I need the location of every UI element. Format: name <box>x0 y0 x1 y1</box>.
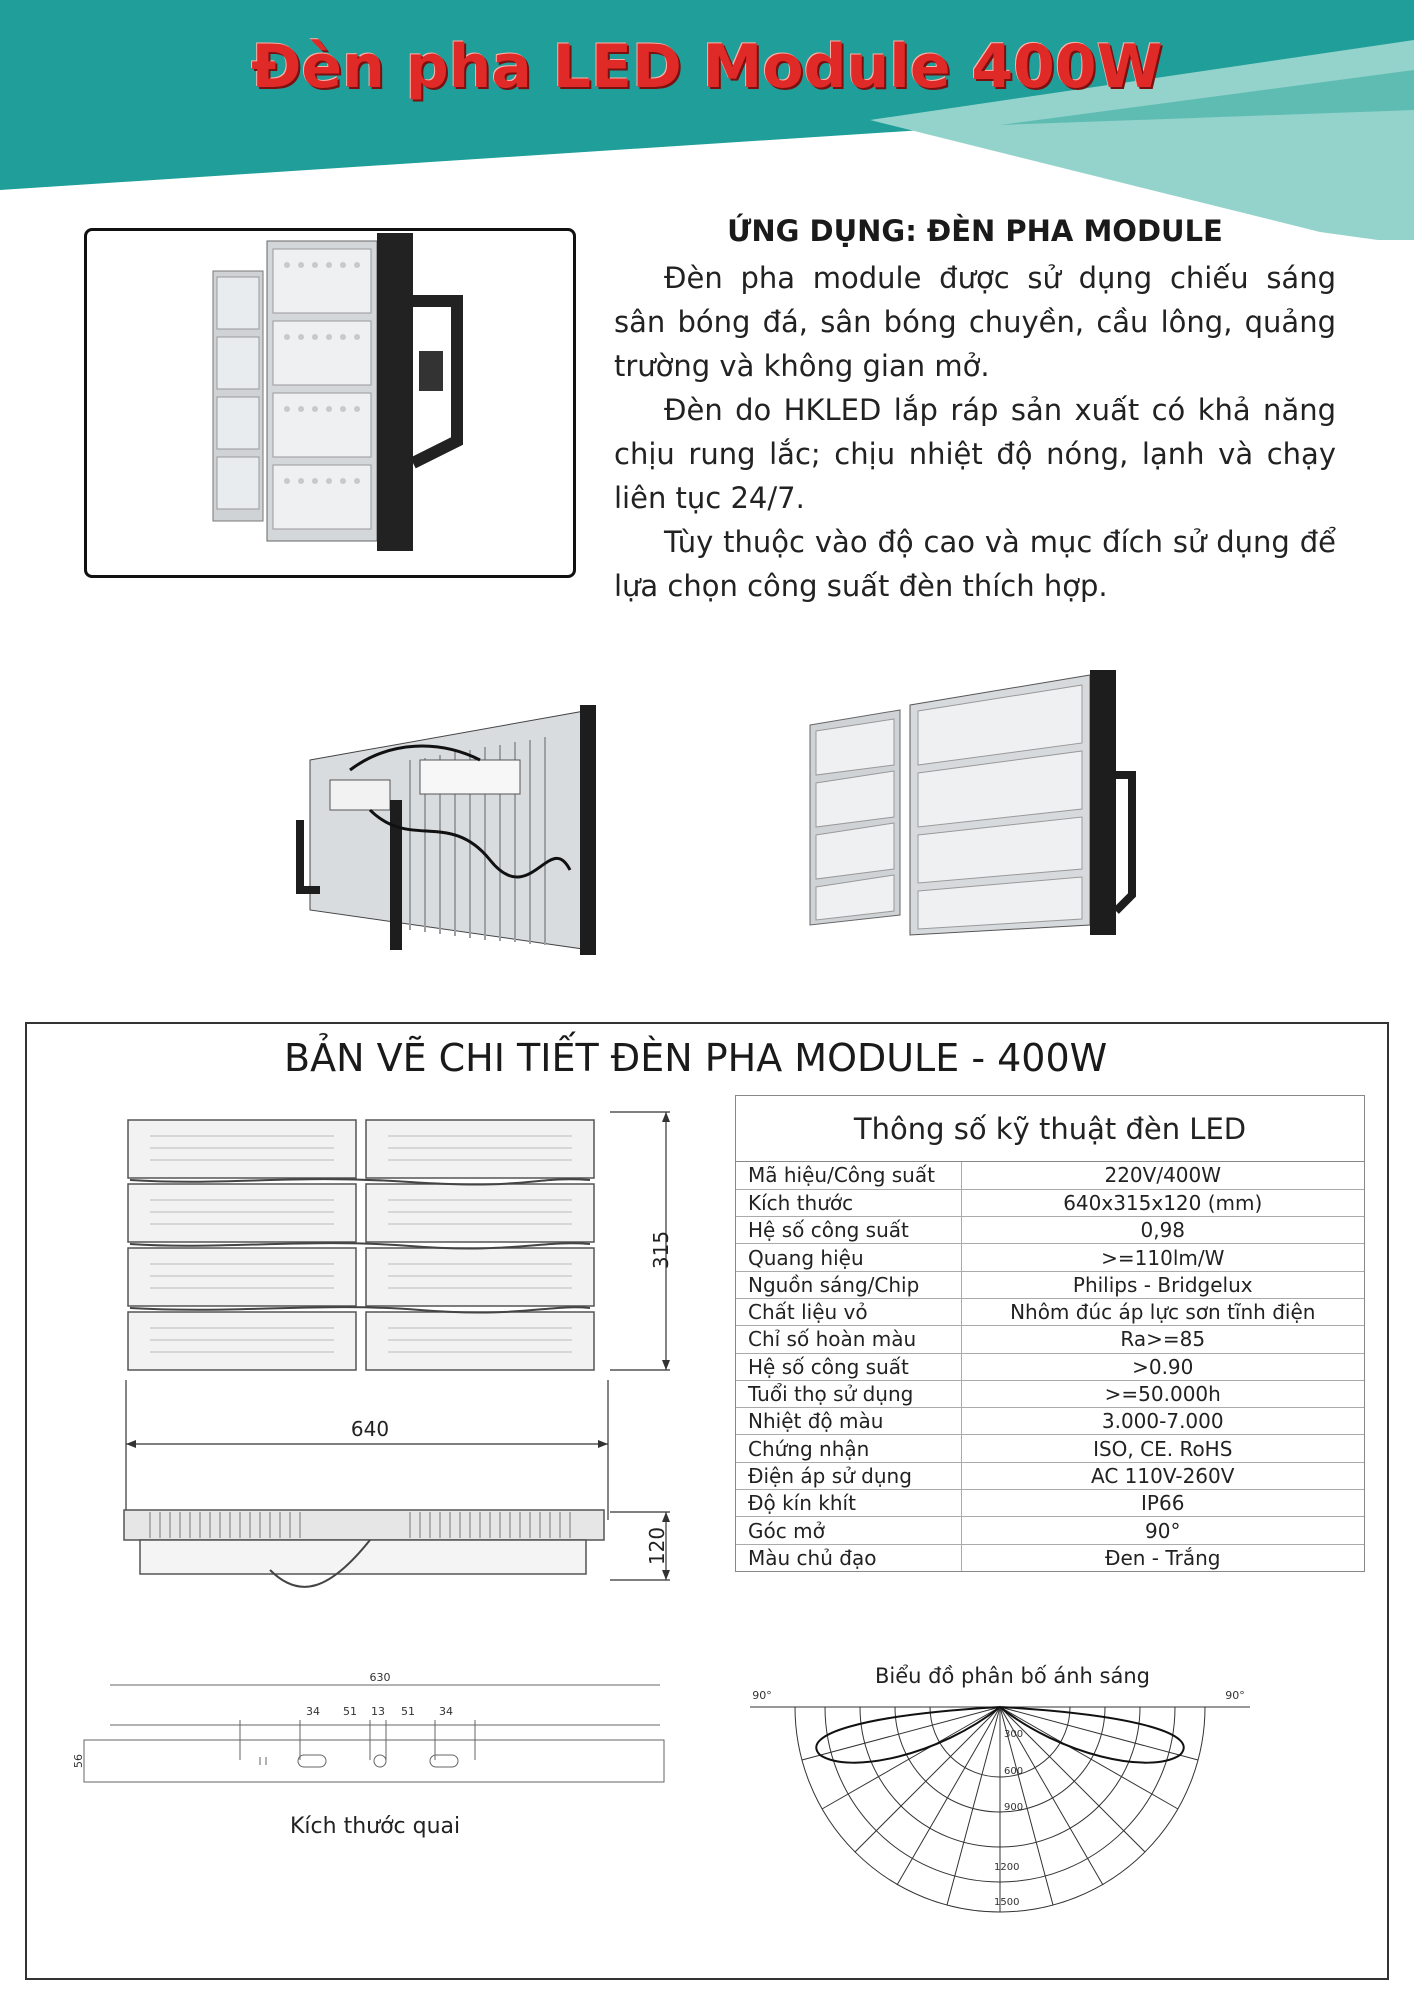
polar-ring-900: 900 <box>1004 1802 1024 1813</box>
dim-depth-label: 120 <box>645 1526 669 1566</box>
spec-row <box>736 1217 1364 1244</box>
header-banner <box>0 0 1414 220</box>
spec-value: 640x315x120 (mm) <box>961 1189 1364 1216</box>
spec-row <box>736 1435 1364 1462</box>
spec-key: Màu chủ đạo <box>736 1544 961 1571</box>
floodlight-front-photo <box>800 665 1140 955</box>
application-paragraph-1: Đèn pha module được sử dụng chiếu sáng sân bóng đá, sân bóng chuyền, cầu lông, quảng trường và không gian mở. <box>614 261 1336 383</box>
spec-value: 90° <box>961 1517 1364 1544</box>
bracket-dim-a: 34 <box>306 1705 320 1718</box>
spec-value: 0,98 <box>961 1217 1364 1244</box>
spec-row <box>736 1490 1364 1517</box>
application-heading: ỨNG DỤNG: ĐÈN PHA MODULE <box>727 214 1223 248</box>
polar-ring-300: 300 <box>1004 1729 1024 1740</box>
polar-ring-1500: 1500 <box>994 1897 1020 1908</box>
dim-height-label: 315 <box>649 1230 673 1270</box>
bracket-drawing <box>70 1665 670 1815</box>
spec-value: 3.000-7.000 <box>961 1408 1364 1435</box>
spec-key: Hệ số công suất <box>736 1217 961 1244</box>
spec-key: Mã hiệu/Công suất <box>736 1162 961 1189</box>
product-photo-frame <box>84 228 576 578</box>
floodlight-front-illustration <box>87 231 573 575</box>
spec-value: ISO, CE. RoHS <box>961 1435 1364 1462</box>
spec-key: Chất liệu vỏ <box>736 1298 961 1325</box>
bracket-dim-e: 34 <box>439 1705 453 1718</box>
spec-row <box>736 1380 1364 1407</box>
spec-row <box>736 1353 1364 1380</box>
bracket-dim-c: 13 <box>371 1705 385 1718</box>
drawing-title: BẢN VẼ CHI TIẾT ĐÈN PHA MODULE - 400W <box>284 1036 1108 1080</box>
polar-ring-600: 600 <box>1004 1766 1024 1777</box>
spec-row <box>736 1544 1364 1571</box>
spec-key: Quang hiệu <box>736 1244 961 1271</box>
spec-key: Nguồn sáng/Chip <box>736 1271 961 1298</box>
polar-ring-1200: 1200 <box>994 1862 1020 1873</box>
spec-key: Hệ số công suất <box>736 1353 961 1380</box>
polar-angle-right: 90° <box>1225 1689 1245 1702</box>
spec-row <box>736 1462 1364 1489</box>
application-paragraph-3: Tùy thuộc vào độ cao và mục đích sử dụng để lựa chọn công suất đèn thích hợp. <box>614 525 1336 603</box>
spec-key: Điện áp sử dụng <box>736 1462 961 1489</box>
spec-key: Độ kín khít <box>736 1490 961 1517</box>
spec-row <box>736 1298 1364 1325</box>
application-paragraph-2: Đèn do HKLED lắp ráp sản xuất có khả năng chịu rung lắc; chịu nhiệt độ nóng, lạnh và chạy liên tục 24/7. <box>614 393 1336 515</box>
spec-row <box>736 1244 1364 1271</box>
spec-row <box>736 1408 1364 1435</box>
dimension-drawing <box>110 1100 690 1620</box>
spec-key: Chỉ số hoàn màu <box>736 1326 961 1353</box>
spec-key: Nhiệt độ màu <box>736 1408 961 1435</box>
spec-row <box>736 1517 1364 1544</box>
spec-key: Kích thước <box>736 1189 961 1216</box>
spec-row <box>736 1162 1364 1189</box>
spec-value: Đen - Trắng <box>1104 1546 1221 1571</box>
spec-key: Tuổi thọ sử dụng <box>736 1380 961 1407</box>
spec-value: 220V/400W <box>961 1162 1364 1189</box>
page-title: Đèn pha LED Module 400W <box>251 32 1163 102</box>
floodlight-back-photo <box>290 700 620 970</box>
spec-key: Góc mở <box>736 1517 961 1544</box>
spec-table-title: Thông số kỹ thuật đèn LED <box>736 1096 1364 1162</box>
spec-value: >=110lm/W <box>961 1244 1364 1271</box>
spec-value: IP66 <box>961 1490 1364 1517</box>
spec-value: AC 110V-260V <box>961 1462 1364 1489</box>
spec-row <box>736 1189 1364 1216</box>
application-section <box>614 214 1336 608</box>
spec-value: Nhôm đúc áp lực sơn tĩnh điện <box>961 1298 1364 1325</box>
spec-value: >0.90 <box>961 1353 1364 1380</box>
spec-value: Philips - Bridgelux <box>961 1271 1364 1298</box>
spec-row <box>736 1271 1364 1298</box>
bracket-dim-d: 51 <box>401 1705 415 1718</box>
bracket-dim-b: 51 <box>343 1705 357 1718</box>
bracket-dim-h: 56 <box>72 1754 85 1768</box>
polar-diagram <box>740 1685 1260 1925</box>
bracket-dim-total: 630 <box>369 1671 391 1684</box>
spec-table <box>735 1095 1365 1572</box>
dim-width-label: 640 <box>350 1417 390 1441</box>
bracket-caption: Kích thước quai <box>290 1814 461 1839</box>
spec-key: Chứng nhận <box>736 1435 961 1462</box>
spec-value: Ra>=85 <box>961 1326 1364 1353</box>
spec-row <box>736 1326 1364 1353</box>
spec-value: >=50.000h <box>961 1380 1364 1407</box>
polar-angle-left: 90° <box>752 1689 772 1702</box>
polar-title: Biểu đồ phân bố ánh sáng <box>875 1664 1150 1688</box>
